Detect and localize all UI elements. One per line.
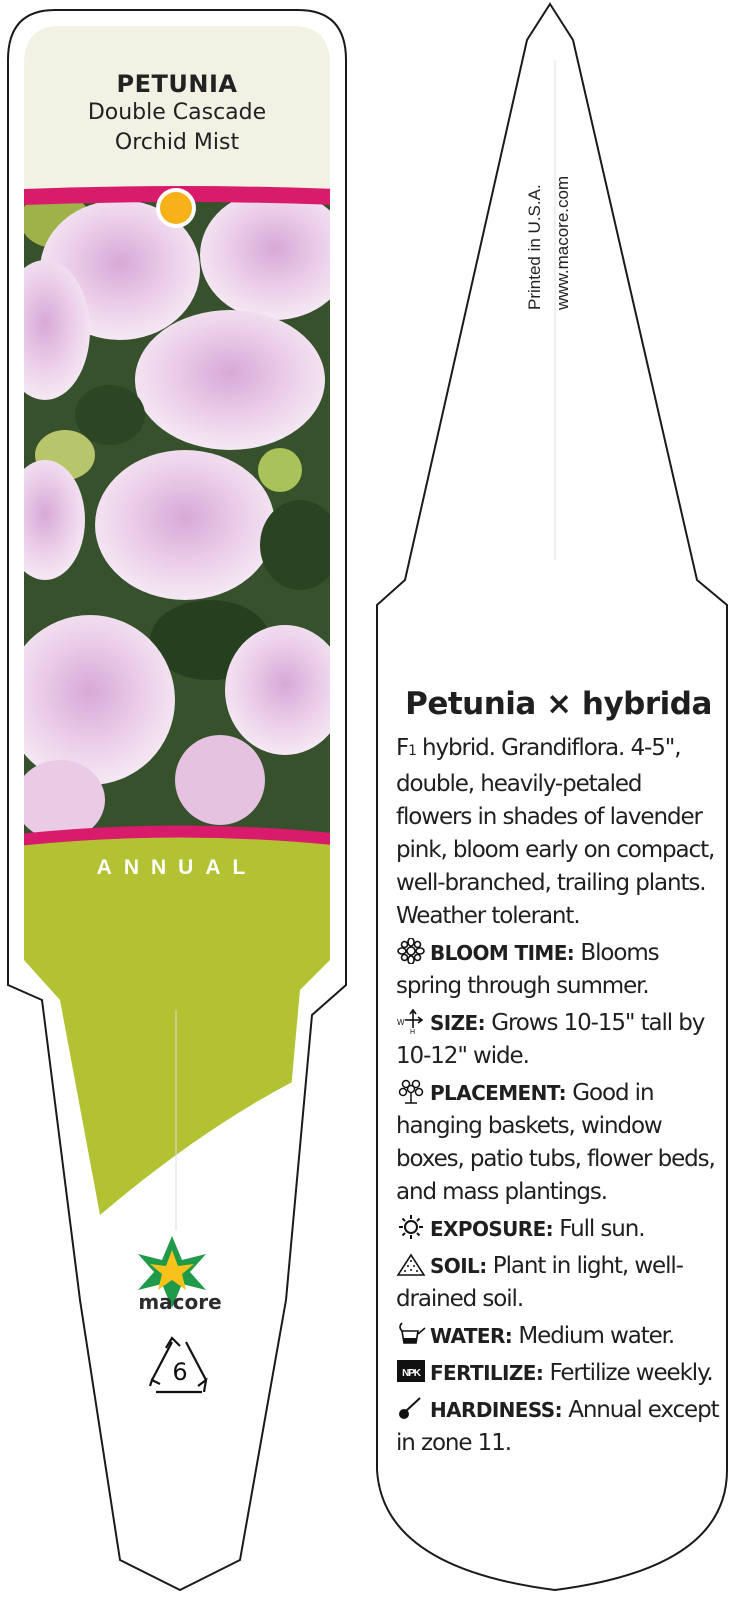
- brand-name: macore: [138, 1290, 222, 1314]
- website: www.macore.com: [553, 175, 572, 310]
- hardiness-item: HARDINESS: Annual except in zone 11.: [396, 1397, 719, 1456]
- svg-text:W: W: [397, 1018, 404, 1027]
- fertilize-item: NPK FERTILIZE: Fertilize weekly.: [396, 1357, 721, 1390]
- water-item: WATER: Medium water.: [396, 1320, 721, 1353]
- size-icon: [396, 1008, 426, 1034]
- sun-icon: [396, 1214, 426, 1240]
- placement-item: PLACEMENT: Good in hanging baskets, window boxes, patio tubs, flower beds, and mass plantings.: [396, 1080, 715, 1205]
- front-title: [24, 70, 330, 158]
- soil-icon: [396, 1251, 426, 1277]
- plant-genus: PETUNIA: [116, 70, 238, 98]
- variety-line-1: Double Cascade: [87, 100, 267, 125]
- description: F1 hybrid. Grandiflora. 4-5", double, heavily-petaled flowers in shades of lavender pink, bloom early on compact, well-branched, trailing plants. Weather tolerant.: [396, 735, 715, 929]
- svg-text:NPK: NPK: [402, 1368, 420, 1379]
- flower-icon: [396, 938, 426, 964]
- size-item: W H SIZE: Grows 10-15" tall by 10-12" wide.: [396, 1010, 705, 1069]
- printed-info: [515, 120, 585, 320]
- recycle-code: 6: [172, 1358, 188, 1386]
- placement-icon: [396, 1078, 426, 1104]
- npk-icon: [396, 1358, 426, 1384]
- printed-in: Printed in U.S.A.: [525, 184, 544, 310]
- watering-can-icon: [396, 1321, 426, 1347]
- exposure-item: EXPOSURE: Full sun.: [396, 1213, 721, 1246]
- svg-text:H: H: [410, 1029, 414, 1034]
- category-label: ANNUAL: [96, 856, 258, 879]
- bloom-time-item: BLOOM TIME: Blooms spring through summer.: [396, 940, 659, 999]
- care-info: [396, 686, 721, 1460]
- variety-line-2: Orchid Mist: [114, 130, 240, 155]
- scientific-name: Petunia × hybrida: [405, 686, 712, 722]
- thermometer-icon: [396, 1395, 426, 1421]
- soil-item: SOIL: Plant in light, well-drained soil.: [396, 1253, 683, 1312]
